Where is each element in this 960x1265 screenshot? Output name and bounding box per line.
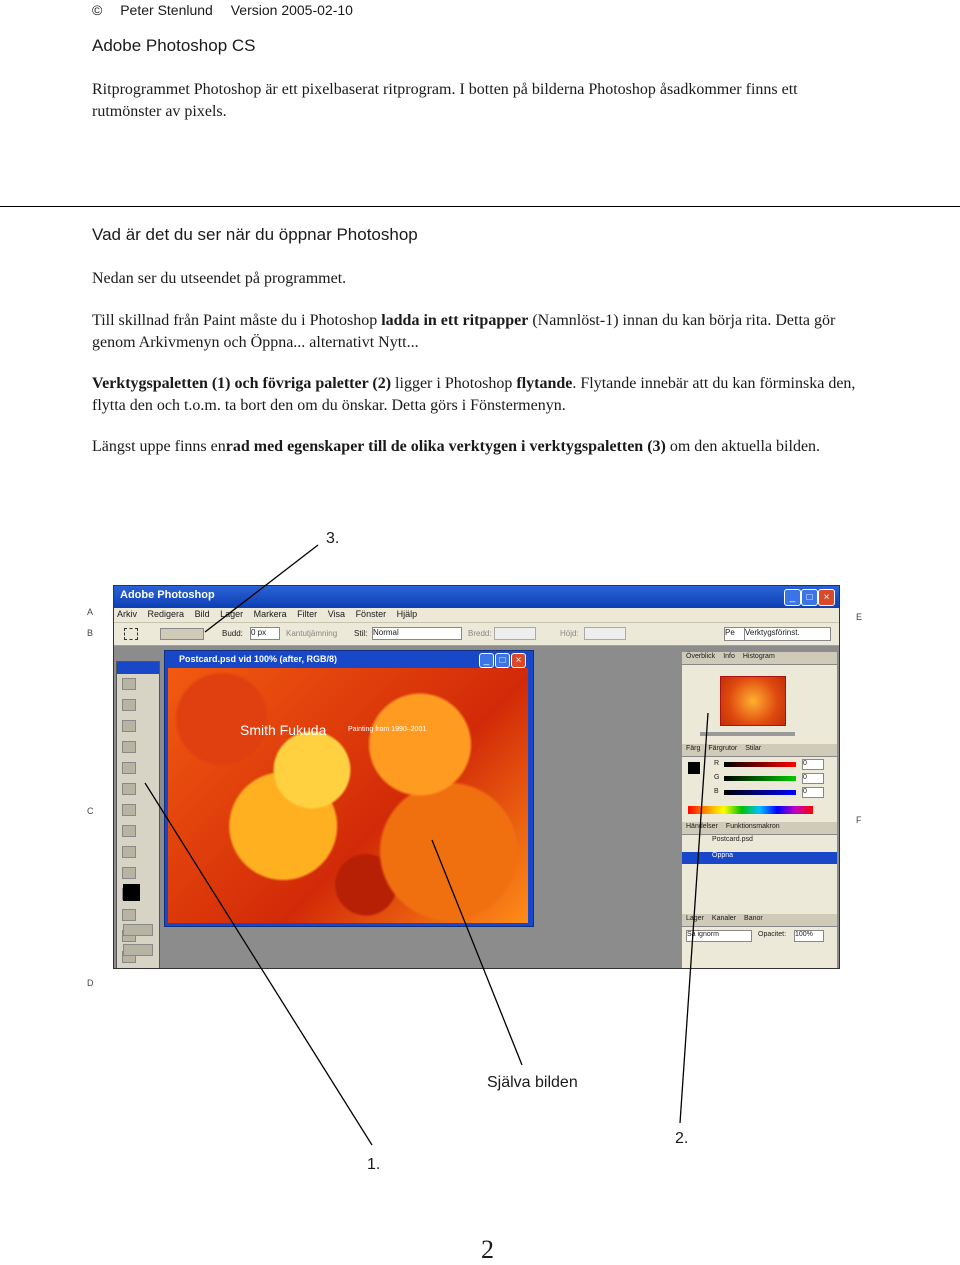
p4-text-c: om den aktuella bilden. xyxy=(665,438,821,455)
tab-styles[interactable]: Stilar xyxy=(745,745,762,752)
height-label: Höjd: xyxy=(560,629,579,638)
menu-bild[interactable]: Bild xyxy=(194,609,210,619)
doc-close-icon[interactable]: × xyxy=(511,653,526,668)
tab-channels[interactable]: Kanaler xyxy=(711,915,737,922)
document-title: Adobe Photoshop CS xyxy=(92,36,256,55)
author-name: Peter Stenlund xyxy=(120,2,213,18)
p3-text-b: ligger i Photoshop xyxy=(391,375,517,392)
opacity-label: Opacitet: xyxy=(758,931,787,938)
p3-bold-a: Verktygspaletten (1) och fövriga paletter (2) xyxy=(92,375,392,392)
style-value: Normal xyxy=(373,628,399,637)
marker-b: B xyxy=(87,628,94,638)
tab-actions[interactable]: Funktionsmakron xyxy=(725,823,780,830)
menu-redigera[interactable]: Redigera xyxy=(147,609,185,619)
menu-lager[interactable]: Lager xyxy=(220,609,244,619)
tab-layers[interactable]: Lager xyxy=(686,915,704,922)
menu-visa[interactable]: Visa xyxy=(327,609,346,619)
p2-text-c: (Namnlöst-1) innan du kan börja rita. Detta gör genom Arkivmenyn och Öppna... alternativt Nytt... xyxy=(92,312,836,351)
menu-arkiv[interactable]: Arkiv xyxy=(117,609,137,619)
close-icon[interactable]: × xyxy=(818,589,835,606)
history-state[interactable]: Öppna xyxy=(682,852,837,864)
maximize-icon[interactable]: □ xyxy=(801,589,818,606)
callout-line-3 xyxy=(205,545,318,632)
p2-text-a: Till skillnad från Paint måste du i Photoshop xyxy=(92,312,382,329)
blend-mode-select[interactable]: Så ignorm xyxy=(686,930,752,942)
opacity-input[interactable]: 100% xyxy=(794,930,824,942)
callout-line-1 xyxy=(145,783,372,1145)
width-label: Bredd: xyxy=(468,629,492,638)
p4-text-a: Längst uppe finns en xyxy=(92,438,226,455)
tab-info[interactable]: Info xyxy=(723,653,735,660)
label-2: 2. xyxy=(675,1130,689,1147)
document-title: Postcard.psd vid 100% (after, RGB/8) xyxy=(179,654,338,664)
menu-fonster[interactable]: Fönster xyxy=(355,609,387,619)
marker-c: C xyxy=(87,806,94,816)
label-image: Själva bilden xyxy=(487,1074,578,1091)
menu-hjalp[interactable]: Hjälp xyxy=(396,609,418,619)
label-3: 3. xyxy=(326,530,340,547)
minimize-icon[interactable]: _ xyxy=(784,589,801,606)
tab-overview[interactable]: Överblick xyxy=(686,653,716,660)
p3-text-d: . Flytande innebär att du kan förminska den, flytta den och t.o.m. ta bort den om du önskar. Detta görs i Fönstermenyn. xyxy=(92,375,856,414)
channel-b-label: B xyxy=(714,788,719,795)
doc-minimize-icon[interactable]: _ xyxy=(479,653,494,668)
feather-value: 0 px xyxy=(251,628,267,637)
channel-g-label: G xyxy=(714,774,720,781)
version-label: Version 2005-02-10 xyxy=(230,2,353,18)
menu-markera[interactable]: Markera xyxy=(253,609,287,619)
menu-filter[interactable]: Filter xyxy=(297,609,318,619)
tab-paths[interactable]: Banor xyxy=(744,915,763,922)
channel-r-value[interactable]: 0 xyxy=(802,759,824,770)
tab-swatches[interactable]: Färgrutor xyxy=(708,745,738,752)
p3-bold-c: flytande xyxy=(516,375,573,392)
page-number: 2 xyxy=(481,1235,494,1264)
channel-g-value[interactable]: 0 xyxy=(802,773,824,784)
artwork-subcaption: Painting from 1990–2001 xyxy=(348,726,427,733)
marker-d: D xyxy=(87,978,94,988)
tab-color[interactable]: Färg xyxy=(686,745,701,752)
paragraph-1: Nedan ser du utseendet på programmet. xyxy=(92,270,347,287)
tool-presets-tab[interactable]: Verktygsförinst. xyxy=(744,627,831,641)
section-title: Vad är det du ser när du öppnar Photoshop xyxy=(92,225,418,244)
channel-r-label: R xyxy=(714,760,720,767)
copyright-symbol: © xyxy=(92,2,103,18)
callout-line-image xyxy=(432,840,522,1065)
tab-history[interactable]: Händelser xyxy=(686,823,718,830)
p4-bold: rad med egenskaper till de olika verktygen i verktygspaletten (3) xyxy=(225,438,666,455)
artwork-caption: Smith Fukuda xyxy=(240,722,327,738)
marker-f: F xyxy=(856,815,862,825)
callout-line-2 xyxy=(680,713,708,1123)
label-1: 1. xyxy=(367,1156,381,1173)
tab-histogram[interactable]: Histogram xyxy=(742,653,775,660)
intro-paragraph: Ritprogrammet Photoshop är ett pixelbaserat ritprogram. I botten på bilderna Photoshop åsadkommer finns ett rutmönster av pixels. xyxy=(92,81,798,120)
channel-b-value[interactable]: 0 xyxy=(802,787,824,798)
p2-bold: ladda in ett ritpapper xyxy=(381,312,529,329)
doc-maximize-icon[interactable]: □ xyxy=(495,653,510,668)
marker-a: A xyxy=(87,607,94,617)
brushes-tab[interactable]: Pe xyxy=(724,627,746,641)
antialias-checkbox[interactable]: Kantutjämning xyxy=(286,629,338,638)
marker-e: E xyxy=(856,612,863,622)
feather-label: Budd: xyxy=(222,629,243,638)
history-snapshot[interactable]: Postcard.psd xyxy=(712,836,753,843)
app-title: Adobe Photoshop xyxy=(120,589,215,601)
style-label: Stil: xyxy=(354,629,368,638)
